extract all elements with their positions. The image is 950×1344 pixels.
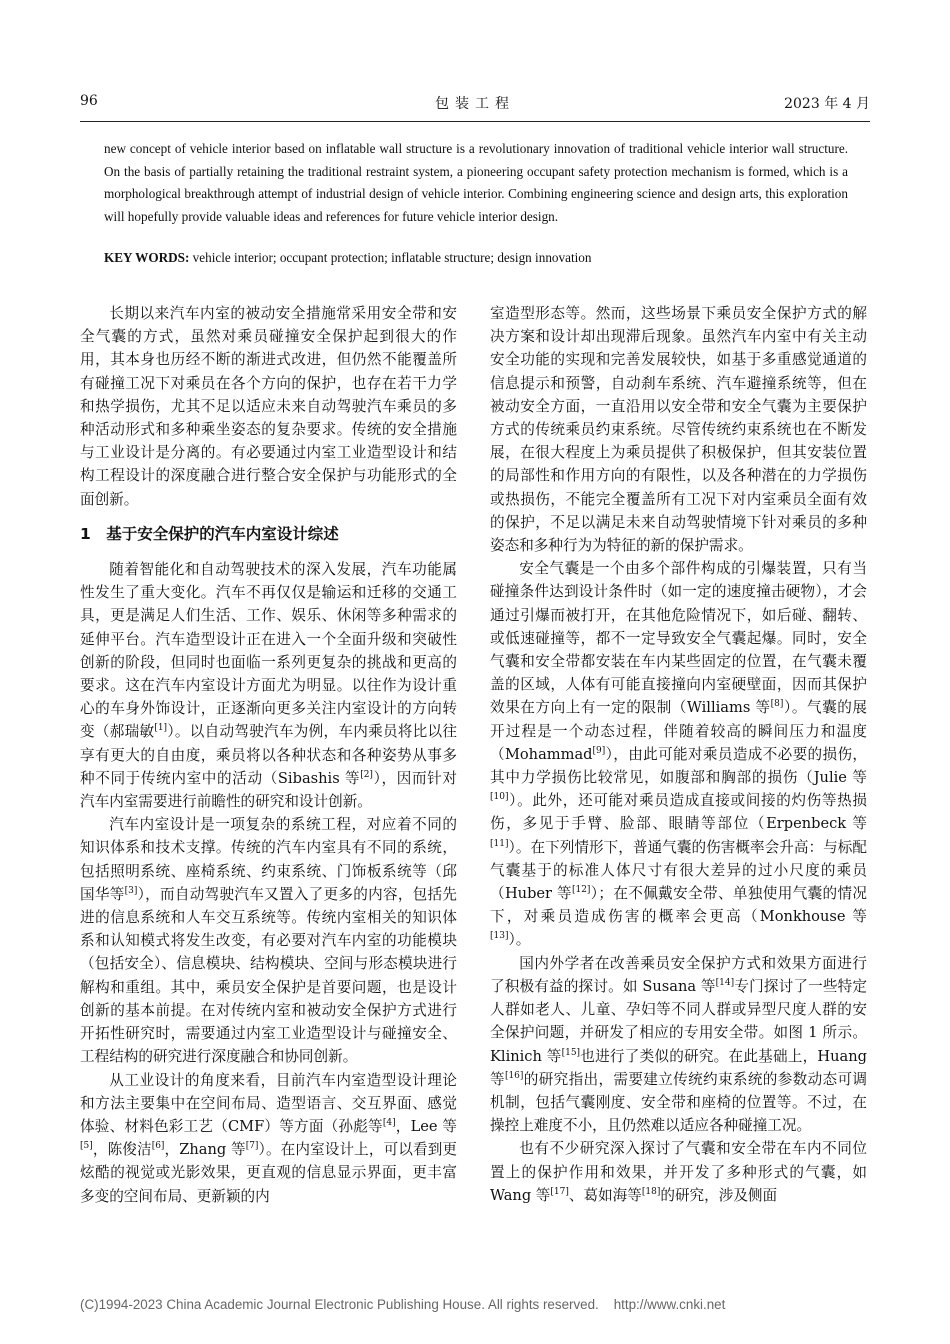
journal-title: 包装工程 xyxy=(435,96,515,112)
paragraph-research xyxy=(490,952,867,1138)
citation: [14] xyxy=(715,978,735,989)
paragraph-1-2 xyxy=(80,813,457,1068)
citation: [18] xyxy=(641,1186,661,1197)
citation: [16] xyxy=(504,1070,524,1081)
paragraph-continued: 室造型形态等。然而，这些场景下乘员安全保护方式的解决方案和设计却出现滞后现象。虽然汽车内室中有关主动安全功能的实现和完善发展较快，如基于多重感觉通道的信息提示和预警，自动刹车系统、汽车避撞系统等，但在被动安全方面，一直沿用以安全带和安全气囊为主要保护方式的传统乘员约束系统。尽管传统约束系统也在不断发展，在很大程度上为乘员提供了积极保护，但其安装位置的局部性和作用方向的有限性，以及各种潜在的力学损伤或热损伤，不能完全覆盖所有工况下对内室乘员全面有效的保护，不足以满足未来自动驾驶情境下针对乘员的多种姿态和多种行为为特征的新的保护需求。 xyxy=(490,305,867,555)
text: ），而自动驾驶汽车又置入了更多的内容，包括先进的信息系统和人车交互系统等。传统内室相关的知识体系和认知模式将发生改变，有必要对汽车内室的功能模块（包括安全）、信息模块、结构模块、空间与形态模块进行解构和重组。其中，乘员安全保护是首要问题，也是设计创新的基本前提。在对传统内室和被动安全保护方式进行开拓性研究时，需要通过内室工业造型设计与碰撞安全、工程结构的研究进行深度融合和协同创新。 xyxy=(80,885,457,1066)
paragraph-1-1 xyxy=(80,558,457,813)
citation: [3] xyxy=(124,886,138,897)
text: ）。此外，还可能对乘员造成直接或间接的灼伤等热损伤，多见于手臂、脸部、眼睛等部位（Erpenbeck 等 xyxy=(490,792,867,833)
citation: [7] xyxy=(245,1141,259,1152)
text: ），因而针对汽车内室需要进行前瞻性的研究和设计创新。 xyxy=(80,769,457,811)
left-column xyxy=(80,302,457,1208)
paragraph-1-3 xyxy=(80,1069,457,1208)
text: ），由此可能对乘员造成不必要的损伤，其中力学损伤比较常见，如腹部和胸部的损伤（Julie 等 xyxy=(490,745,867,787)
right-column xyxy=(490,302,867,1207)
text: ）。以自动驾驶汽车为例，车内乘员将比以往享有更大的自由度，乘员将以各种状态和各种姿势从事多种不同于传统内室中的活动（Sibashis 等 xyxy=(80,723,457,787)
citation: [1] xyxy=(154,723,168,734)
text: 汽车内室设计是一项复杂的系统工程，对应着不同的知识体系和技术支撑。传统的汽车内室具有不同的系统，包括照明系统、座椅系统、约束系统、门饰板系统等（邱国华等 xyxy=(80,816,457,903)
text: 国内外学者在改善乘员安全保护方式和效果方面进行了积极有益的探讨。如 Susana 等 xyxy=(490,954,867,995)
copyright-footer xyxy=(80,1297,870,1312)
text: 也有不少研究深入探讨了气囊和安全带在车内不同位置上的保护作用和效果，并开发了多种形式的气囊，如 Wang 等 xyxy=(490,1140,867,1204)
citation: [6] xyxy=(151,1141,165,1152)
citation: [9] xyxy=(592,746,606,756)
paragraph-positions xyxy=(490,1137,867,1207)
citation: [2] xyxy=(360,770,373,780)
citation: [10] xyxy=(490,792,509,803)
keywords-label: KEY WORDS: xyxy=(104,250,190,265)
section-heading-1: 1 基于安全保护的汽车内室设计综述 xyxy=(80,524,339,543)
text: 的研究指出，需要建立传统约束系统的参数动态可调机制，包括气囊刚度、安全带和座椅的位置等。不过，在操控上难度不小，且仍然难以适应各种碰撞工况。 xyxy=(490,1070,867,1135)
keywords-list: vehicle interior; occupant protection; inflatable structure; design innovation xyxy=(189,250,592,265)
keywords xyxy=(104,250,848,266)
text: ）。在下列情形下，普通气囊的伤害概率会升高：与标配气囊基于的标准人体尺寸有很大差异的过小尺度的乘员（Huber 等 xyxy=(490,838,867,903)
text: 随着智能化和自动驾驶技术的深入发展，汽车功能属性发生了重大变化。汽车不再仅仅是输运和迁移的交通工具，更是满足人们生活、工作、娱乐、休闲等多种需求的延伸平台。汽车造型设计正在进入一个全面升级和突破性创新的阶段，但同时也面临一系列更复杂的挑战和更高的要求。这在汽车内室设计方面尤为明显。以往作为设计重心的车身外饰设计，正逐渐向更多关注内室设计的方向转变（郝瑞敏 xyxy=(80,561,457,741)
abstract-text: new concept of vehicle interior based on inflatable wall structure is a revolutionary innovation of traditional vehicle interior wall structure. On the basis of partially retaining the traditional restraint system, a pioneering occupant safety protection mechanism is formed, which is a morphological breakthrough attempt of industrial design of vehicle interior. Combining engineering science and design arts, this exploration will hopefully provide valuable ideas and references for future vehicle interior design. xyxy=(104,141,848,224)
citation: [15] xyxy=(561,1047,581,1058)
citation: [8] xyxy=(770,699,784,710)
citation: [12] xyxy=(571,885,591,896)
text: 专门探讨了一些特定人群如老人、儿童、孕妇等不同人群或异型尺度人群的安全保护问题，并研发了相应的专用安全带。如图 1 所示。Klinich 等 xyxy=(490,977,867,1065)
text: ）。在内室设计上，可以看到更炫酷的视觉或光影效果，更直观的信息显示界面，更丰富多变的空间布局、更新颖的内 xyxy=(80,1141,457,1205)
text: 从工业设计的角度来看，目前汽车内室造型设计理论和方法主要集中在空间布局、造型语言、交互界面、感觉体验、材料色彩工艺（CMF）等方面（孙彪等 xyxy=(80,1071,457,1135)
cnki-link[interactable]: http://www.cnki.net xyxy=(613,1297,726,1312)
issue-date: 2023 年 4 月 xyxy=(784,96,870,112)
text: ，陈俊洁 xyxy=(92,1141,152,1159)
page-number: 96 xyxy=(80,93,98,109)
intro-paragraph: 长期以来汽车内室的被动安全措施常采用安全带和安全气囊的方式，虽然对乘员碰撞安全保护起到很大的作用，其本身也历经不断的渐进式改进，但仍然不能覆盖所有碰撞工况下对乘员在各个方向的保护，也存在若干力学和热学损伤，尤其不足以适应未来自动驾驶汽车乘员的多种活动形式和多种乘坐姿态的复杂要求。传统的安全措施与工业设计是分离的。有必要通过内室工业造型设计和结构工程设计的深度融合进行整合安全保护与功能形式的全面创新。 xyxy=(80,305,457,508)
citation: [5] xyxy=(80,1141,93,1152)
text: ，Zhang 等 xyxy=(164,1141,246,1159)
header-rule xyxy=(80,121,870,122)
copyright-text: (C)1994-2023 China Academic Journal Electronic Publishing House. All rights reserved. xyxy=(80,1297,599,1312)
text: ）。气囊的展开过程是一个动态过程，伴随着较高的瞬间压力和温度（Mohammad xyxy=(490,699,867,763)
text: ）。 xyxy=(508,931,531,949)
text: 也进行了类似的研究。在此基础上，Huang 等 xyxy=(490,1047,868,1088)
paragraph-airbag xyxy=(490,557,867,951)
citation: [4] xyxy=(382,1118,396,1129)
page-header xyxy=(80,93,870,115)
citation: [11] xyxy=(490,838,509,849)
citation: [17] xyxy=(550,1186,569,1197)
text: 的研究，涉及侧面 xyxy=(660,1186,778,1204)
text: 、葛如海等 xyxy=(568,1186,642,1204)
citation: [13] xyxy=(490,931,509,942)
text: ，Lee 等 xyxy=(395,1117,457,1135)
text: 安全气囊是一个由多个部件构成的引爆装置，只有当碰撞条件达到设计条件时（如一定的速度撞击硬物），才会通过引爆而被打开，在其他危险情况下，如后碰、翻转、或低速碰撞等，都不一定导致安全气囊起爆。同时，安全气囊和安全带都安装在车内某些固定的位置，在气囊未覆盖的区域，人体有可能直接撞向内室硬壁面，因而其保护效果在方向上有一定的限制（Williams 等 xyxy=(490,560,867,717)
text: ）；在不佩戴安全带、单独使用气囊的情况下，对乘员造成伤害的概率会更高（Monkhouse 等 xyxy=(490,885,867,926)
